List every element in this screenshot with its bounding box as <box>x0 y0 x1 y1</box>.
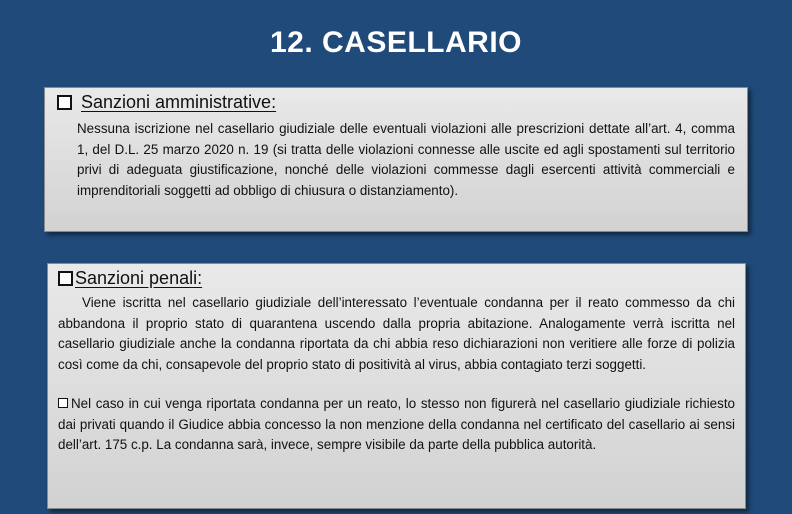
administrative-sanctions-text: Nessuna iscrizione nel casellario giudiziale delle eventuali violazioni alle prescrizioni dettate all’art. 4, comma 1, del D.L. 25 marzo 2020 n. 19 (si tratta delle violazioni connesse alle uscite ed agli spostamenti sul territorio privi di adeguata giustificazione, nonché delle violazioni commesse dagli esercenti attività commerciali e imprenditoriali soggetti ad obbligo di chiusura o distanziamento). <box>77 121 735 198</box>
administrative-sanctions-heading: Sanzioni amministrative: <box>81 92 277 112</box>
non-mention-note <box>58 394 735 456</box>
checkbox-bullet-icon <box>58 271 73 286</box>
page-title: 12. CASELLARIO <box>269 26 523 59</box>
section-heading <box>57 92 735 113</box>
section-heading <box>58 268 735 289</box>
checkbox-bullet-icon <box>57 95 72 110</box>
administrative-sanctions-box <box>44 87 748 232</box>
checkbox-bullet-icon <box>58 398 68 408</box>
criminal-sanctions-box <box>47 263 746 509</box>
criminal-sanctions-heading: Sanzioni penali: <box>75 268 203 288</box>
non-mention-note-text: Nel caso in cui venga riportata condanna per un reato, lo stesso non figurerà nel casellario giudiziale richiesto dai privati quando il Giudice abbia concesso la non menzione della condanna nel certificato del casellario ai sensi dell’art. 175 c.p. La condanna sarà, invece, sempre visibile da parte della pubblica autorità. <box>58 396 735 452</box>
criminal-sanctions-text: Viene iscritta nel casellario giudiziale dell’interessato l’eventuale condanna per il reato commesso da chi abbandona il proprio stato di quarantena uscendo dalla propria abitazione. Analogamente verrà iscritta nel casellario giudiziale anche la condanna riportata da chi abbia reso dichiarazioni non veritiere alle forze di polizia così come da chi, consapevole del proprio stato di positività al virus, abbia contagiato terzi soggetti. <box>58 295 735 372</box>
